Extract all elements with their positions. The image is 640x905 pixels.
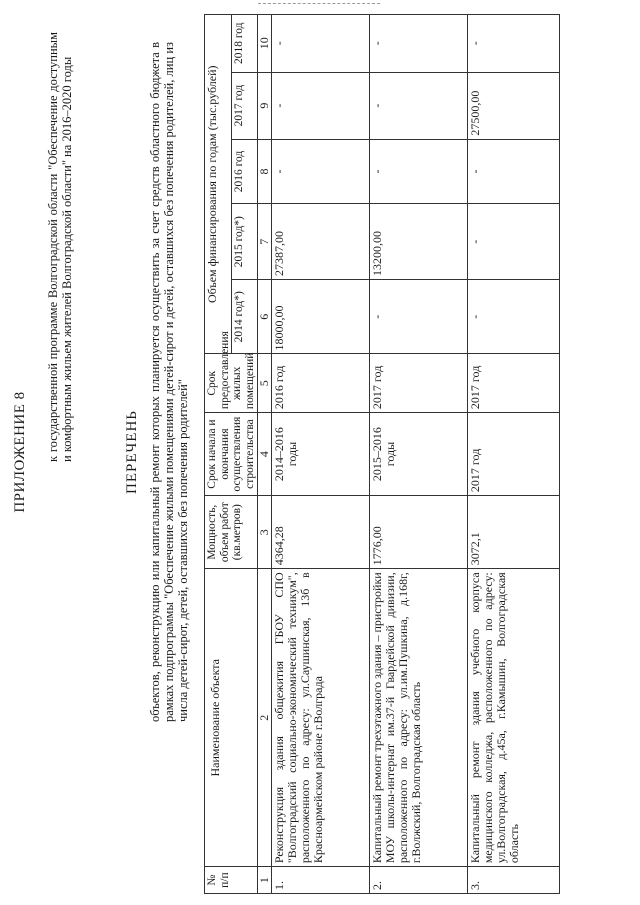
column-number: 1 [258,867,272,894]
column-number: 4 [258,413,272,496]
header-name: Наименование объекта [205,569,258,867]
row-funding-2015: 27387,00 [272,204,370,280]
row-delivery: 2017 год [468,354,560,413]
table-row [272,15,370,894]
list-description: объектов, реконструкцию или капитальный ремонт которых планируется осуществить за счет средств областного бюджета в рамках подпрограммы "Обеспечение жилыми помещениями детей-сирот и детей, оставшихся без попечения родителей, лиц из числа детей-сирот, детей, оставшихся без попечения родителей" [148,42,190,722]
row-funding-2015: 13200,00 [370,204,468,280]
row-delivery: 2017 год [370,354,468,413]
header-num: № п/п [205,867,258,894]
header-year-2014: 2014 год*) [231,280,257,354]
column-number: 2 [258,569,272,867]
row-funding-2014: - [468,280,560,354]
row-funding-2016: - [272,139,370,204]
row-funding-2018: - [370,15,468,73]
row-capacity: 1776,00 [370,496,468,569]
appendix-reference: к государственной программе Волгоградской области "Обеспечение доступным и комфортным жильем жителей Волгоградской области" на 2016–2020 годы [46,32,74,462]
row-period: 2015–2016 годы [370,413,468,496]
table-row [468,15,560,894]
row-funding-2018: - [272,15,370,73]
row-funding-2014: - [370,280,468,354]
objects-table [204,14,560,894]
column-number: 8 [258,139,272,204]
column-number: 9 [258,72,272,139]
row-funding-2016: - [468,139,560,204]
row-funding-2014: 18000,00 [272,280,370,354]
row-funding-2015: - [468,204,560,280]
row-num: 2. [370,867,468,894]
row-name: Капитальный ремонт трехэтажного здания – пристройки МОУ школы-интернат им.37-й Гвардейской дивизии, расположенного по адресу: ул.им.Пушкина, д.168г, г.Волжский, Волгоградская область [370,569,468,867]
header-period: Срок начала и окончания осуществления строительства [205,413,258,496]
row-name: Реконструкция здания общежития ГБОУ СПО "Волгоградский социально-экономический техникум", расположенного по адресу: ул.Саушинская, 13б в Красноармейском районе г.Волграда [272,569,370,867]
row-funding-2017: - [370,72,468,139]
header-year-2017: 2017 год [231,72,257,139]
header-year-2016: 2016 год [231,139,257,204]
header-capacity: Мощность, объем работ (кв.метров) [205,496,258,569]
list-title: ПЕРЕЧЕНЬ [124,410,140,494]
row-period: 2017 год [468,413,560,496]
row-capacity: 4364,28 [272,496,370,569]
row-funding-2017: - [272,72,370,139]
header-funding-group: Объем финансирования по годам (тыс.рублей) [205,15,232,354]
column-number: 3 [258,496,272,569]
table-row [370,15,468,894]
appendix-title: ПРИЛОЖЕНИЕ 8 [12,391,28,513]
row-period: 2014–2016 годы [272,413,370,496]
column-number: 10 [258,15,272,73]
row-funding-2016: - [370,139,468,204]
header-year-2018: 2018 год [231,15,257,73]
row-capacity: 3072,1 [468,496,560,569]
rotated-page [4,2,636,902]
column-numbers-row [258,15,272,894]
row-funding-2018: - [468,15,560,73]
row-num: 3. [468,867,560,894]
row-name: Капитальный ремонт здания учебного корпуса медицинского колледжа, расположенного по адресу: ул.Волгоградская, д.45а, г.Камышин, Волгоградская область [468,569,560,867]
row-num: 1. [272,867,370,894]
column-number: 7 [258,204,272,280]
header-delivery: Срок предоставления жилых помещений [205,354,258,413]
row-delivery: 2016 год [272,354,370,413]
column-number: 5 [258,354,272,413]
column-number: 6 [258,280,272,354]
header-year-2015: 2015 год*) [231,204,257,280]
row-funding-2017: 27500,00 [468,72,560,139]
